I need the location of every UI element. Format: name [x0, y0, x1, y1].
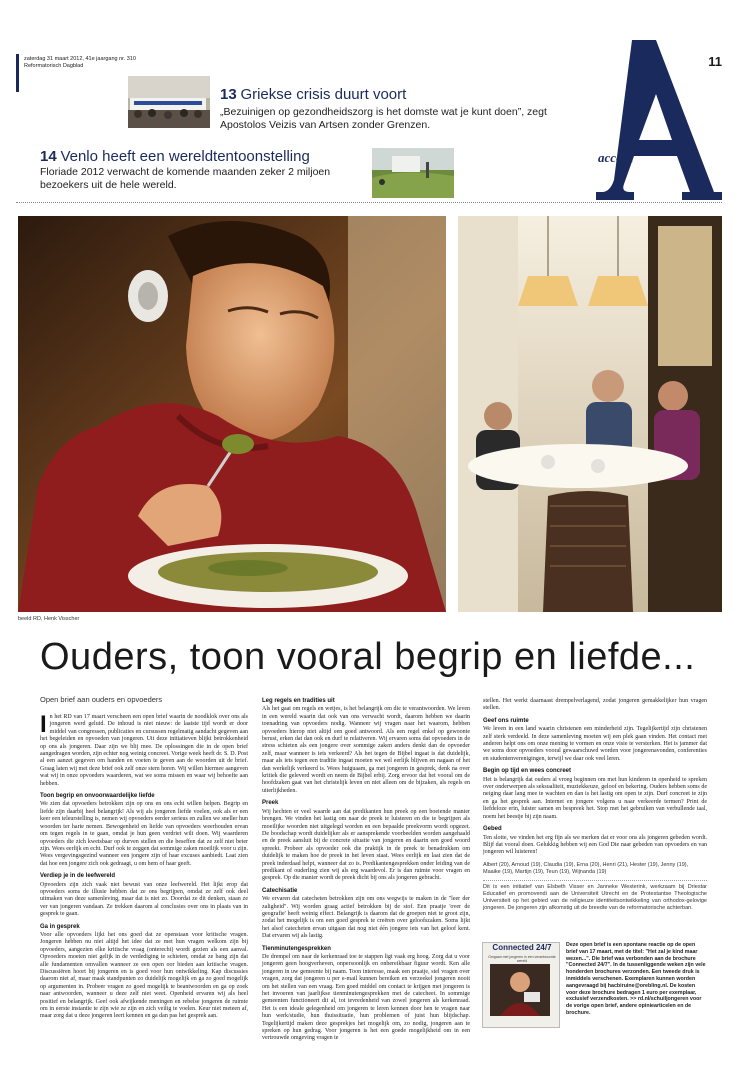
paragraph: Voor alle opvoeders lijkt het ons goed dat ze openstaan voor kritische vragen. Jongeren hebben nu niet altijd het idee dat ze met hun vragen welkom zijn bij opvoeders, aangezien elke kritische vraag (onterecht) wordt gezien als een aanval. Opvoeders moeten niet gelijk in de verdediging te schieten, omdat ze bang zijn dat alle fundamenten omvallen wanneer ze een open oor bieden aan kritische vragen. Discussiëren hoort bij jongeren en is goed voor hun ontwikkeling. Kap discussies daarom niet af, maar maak standpunten zo duidelijk mogelijk en ga zo goed mogelijk op argumenten in. Probeer vragen zo goed mogelijk te beantwoorden en ga op zoek naar antwoorden, wanneer u deze zelf niet weet. Openheid ervaren wij als heel positief en belangrijk. Geef ook afwijkende meningen en rebelse jongeren de ruimte om in eerste instantie te zijn wie ze zijn en zich veilig te voelen. Keur niet meteen af, maar zorg dat u deze jongeren leert kennen en ga dan pas het gesprek aan.	[40, 931, 248, 1020]
dateline	[24, 56, 136, 70]
masthead-bar	[16, 54, 19, 92]
teaser-photo-floriade[interactable]	[372, 148, 454, 198]
drop-cap: I	[40, 711, 47, 738]
section-heading: Catechisatie	[262, 887, 298, 894]
main-photo-dinner-table	[458, 216, 722, 612]
paragraph: stellen. Het werkt daarnaast drempelverlagend, zodat jongeren gemakkelijker hun vragen stellen.	[483, 698, 707, 712]
section-heading: Preek	[262, 800, 279, 807]
article-column-3	[483, 698, 707, 912]
paragraph: De drempel om naar de kerkenraad toe te stappen ligt vaak erg hoog. Zorg dat u voor jongeren geen hoogverheven, onpersoonlijk en onbereikbaar figuur wordt. Ken alle jongeren in uw gemeente bij naam. Toon interesse, maak een praatje, stel vragen over vragen, zorg dat jongeren u per e-mail kunnen bereiken en verzeekel jongeren nooit om het stellen van een vraag. Een goed middel om contact te krijgen met jongeren is het invoeren van jaarlijkse tienminutengesprekken met de catecheet. In sommige gemeenten functioneert dit al, tot tevredenheid van zowel jongeren als kerkenraad. Het is een ideale gelegenheid om jongeren te leren kennen door hen te vragen naar hun werk/studie, hun thuissituatie, hun problemen of juist hun blijdschap. Tegelijkertijd maken deze gesprekjes het mogelijk om, zo nodig, jongeren aan te spreken op hun gedrag. Voor jongeren is het een goede mogelijkheid om in een vertrouwde omgeving vragen te	[262, 954, 470, 1042]
teaser-summary-1: „Bezuinigen op gezondheidszorg is het domste wat je kunt doen”, zegt Apostolos Veizis van Artsen zonder Grenzen.	[220, 106, 547, 131]
section-heading: Verdiep je in de leefwereld	[40, 873, 116, 880]
brochure-subtitle: Omgaan met jongeren in een verantwoorde wereld	[488, 955, 556, 963]
teaser-page-number: 13	[220, 86, 237, 103]
section-name: accent	[598, 150, 633, 165]
teaser-summary-2: Floriade 2012 verwacht de komende maanden zeker 2 miljoen bezoekers uit de hele wereld.	[40, 166, 331, 191]
paragraph: Ten slotte, we vinden het erg fijn als we merken dat er voor ons als jongeren gebeden wordt. Blijf dat vooral doen. Gelukkig hebben wij een God Die naar gebeden van opvoeders en van jongeren wil luisteren!	[483, 834, 707, 856]
author-names: Albert (20), Arnoud (19), Claudia (19), Erna (20), Henri (21), Hester (19), Jenny (19), Maaike (19), Martijn (19), Teun (19), Wijnanda (19)	[483, 861, 689, 875]
teaser-headline-1[interactable]	[220, 86, 406, 104]
paragraph: We ervaren dat catecheten betrokken zijn om ons wegwijs te maken in de "leer der zaligheid". Wij worden graag actief betrokken bij de stof. Een praatje 'over de geografie' heeft weinig effect. Belangrijk is daarom dat de groepen niet te groot zijn, zodat het mogelijk is om een goed gesprek te creëren over geloofszaken. Soms lijkt het alsof catecheten ervan uitgaan dat nog niet één jongere iets van het geloof kent. Dat ervaren wij als lastig.	[262, 896, 470, 940]
section-heading: Begin op tijd en wees concreet	[483, 768, 572, 775]
section-heading: Tienminutengesprekken	[262, 945, 331, 952]
teaser-photo-greece[interactable]	[128, 76, 210, 128]
brochure-title: Connected 24/7	[492, 943, 552, 952]
teaser-title: Venlo heeft een wereldtentoonstelling	[60, 148, 310, 165]
section-heading: Geef ons ruimte	[483, 717, 529, 724]
paragraph: Het is belangrijk dat ouders al vroeg beginnen om met hun kinderen in openheid te spreken over onderwerpen als seksualiteit, muziekkeuze, geloof en bekering. Ouders hebben soms de neiging daar lang mee te wachten en dan is het lastig om open te zijn. Durf concreet te zijn en ga het gesprek aan. Internet en jongere volgens u naar verkeerde termen? Print de liefdeloze erin, luister samen en bespreek het. Stop met het gebruiken van verbullende taal, noem het beestje bij zijn naam.	[483, 776, 707, 820]
section-letter-logo	[594, 40, 724, 200]
main-photo-boy-eating	[18, 216, 446, 612]
page-number: 11	[708, 54, 722, 69]
dateline-paper: Reformatorisch Dagblad	[24, 63, 84, 69]
paragraph: Wij hechten er veel waarde aan dat predikanten hun preek op een boeiende manier brengen. We vinden het lastig om naar de preek te luisteren en die te begrijpen als moeilijke woorden niet uitgelegd worden en een bepaalde preekvorm wordt opgezet. De boodschap wordt duidelijker als er aansprekende voorbeelden worden aangehaald en de preek aansluit bij de concrete situatie van jongeren en daarin een goed woord spreekt. Probeer als opvoeder ook die praktijk in de preek te benadrukken om duidelijk te maken hoe de preek in het leven staat. Wees eerlijk en laat zien dat de preek inderdaad helpt, wanneer dat zo is. Predikantengesprekken onder leiding van de predikant of ouderling zien wij als erg waardevol. Er is dan ruimte voor vragen en gesprek. Op die manier wordt de preek dicht bij ons als jongeren gebracht.	[262, 808, 470, 882]
divider	[16, 202, 722, 203]
dateline-date: zaterdag 31 maart 2012, 41e jaargang nr. 310	[24, 56, 136, 62]
paragraph: Opvoeders zijn zich vaak niet bewust van onze leefwereld. Het lijkt erop dat opvoeders soms de illusie hebben dat ze ons begrijpen, omdat ze zelf ook deel uitmaken van deze samenleving, maar dat is niet zo. Doordat ze dit denken, staan ze ver van jongeren vandaan. Ze trekken daarom al conclusies over ons in plaats van in gesprek te gaan.	[40, 881, 248, 918]
article-column-2	[262, 698, 470, 1044]
brochure-photo	[490, 964, 550, 1016]
teaser-page-number: 14	[40, 148, 57, 165]
article-headline: Ouders, toon vooral begrip en liefde...	[40, 636, 696, 678]
article-column-1	[40, 711, 248, 1022]
section-heading: Toon begrip en onvoorwaardelijke liefde	[40, 793, 155, 800]
article-subhead: Open brief aan ouders en opvoeders	[40, 695, 163, 704]
section-heading: Leg regels en tradities uit	[262, 698, 335, 704]
teaser-title: Griekse crisis duurt voort	[240, 86, 407, 103]
paragraph: We leven in een land waarin christenen een minderheid zijn. Tegelijkertijd zijn christenen zelf sterk verdeeld. In deze samenleving moeten wij een plek gaan vinden. Het contact met anderen helpt ons om onze mening te vormen en onze visie te versterken. Het is jammer dat we soms door opvoeders vooral gewaarschuwd worden voor jongerenavonden, conferenties en studentenverenigingen, terwijl we daar ook veel leren.	[483, 726, 707, 762]
intro-paragraph	[40, 711, 248, 788]
photo-credit: beeld RD, Henk Visscher	[18, 616, 80, 622]
section-heading: Gebed	[483, 826, 502, 833]
paragraph: We zien dat opvoeders betrokken zijn op ons en ons echt willen helpen. Begrip en liefde zijn daarbij heel belangrijk! Als wij als jongeren liefde voelen, ook als er een keer een teleurstelling is, nemen wij opvoeders eerder serieus en zullen we sneller hun woorden ter harte nemen. Bewogenheid en liefde van opvoeders weerhouden ervan om tegen regels in te gaan, omdat je hun geen verdriet wilt doen. Wij waarderen opvoeders die zich kwetsbaar op durven stellen en die beseffen dat ze zelf niet beter zijn. Wees eerlijk en echt. Durf ook te zeggen dat sommige zaken moeilijk voor u zijn. Wees vergevingsgezind wanneer een jongere zijn of haar excuses aanbiedt. Laat zien dat hoe een jongere zich ook gedraagt, u om hem of haar geeft.	[40, 801, 248, 867]
section-heading: Ga in gesprek	[40, 923, 80, 930]
teaser-headline-2[interactable]	[40, 148, 310, 166]
author-note: Dit is een initiatief van Elsbeth Visser en Janneke Westerink, werkzaam bij Driestar Educatief en promovendi aan de Universiteit Utrecht en de Protestantse Theologische Universiteit op het gebied van de religieuze identiteitsontwikkeling van orthodox-gelovige jongeren. De jongeren zijn afkomstig uit de breedte van de reformatorische achterban.	[483, 880, 707, 912]
brochure-caption: Deze open brief is een spontane reactie op de open brief van 17 maart, met de titel: "Het zal je kind maar wezen...". Die brief was verbonden aan de brochure "Connected 24/7". In de tussenliggende weken zijn vele honderden brochures verzonden. Een tweede druk is inmiddels verschenen. Exemplaren kunnen worden aangevraagd bij hacbiruine@orebling.nl. De kosten voor deze brochure bedragen 1 euro per exemplaar, exclusief verzendkosten. >> rd.nl/schuiljongeren voor de vorige open brief, andere opiniearticelen en de brochure.	[566, 942, 706, 1016]
intro-text: n het RD van 17 maart verscheen een open brief waarin de noodklok over ons als jongeren werd geluid. De inhoud is niet nieuw: de laatste tijd wordt er door middel van congressen, publicaties en cursussen regelmatig aandacht gegeven aan het begeleiden en opvoeden van jongeren. Uit deze initiatieven blijkt betrokkenheid op ons als jongeren. Daar zijn we blij mee. De oplossingen die in de open brief aangedragen worden, zijn echter nog weinig concreet. Vorige week heeft dr. S. D. Post al een aanzet gegeven om handen en voeten te geven aan de woorden uit de brief. Graag laten wij met deze brief ook zelf onze stem horen. Wij willen hiermee aangeven wat wij in onze opvoeders waarderen, wat we soms missen en waar wij behoefte aan hebben.	[40, 714, 248, 787]
paragraph: Als het gaat om regels en wetjes, is het belangrijk om die te verantwoorden. We leven in een wereld waarin dat ook van ons verwacht wordt, daarom hebben we daarin toenadring van opvoeders nodig. Wanneer wij vragen naar het waarom, hebben opvoeders hierop niet altijd een goed antwoord. Als een regel enkel op gewoonte berust, erken dat dan ook en durf te relativeren. Wij ervaren soms dat opvoeders in de stress schieten als een jongere over sommige zaken anders denkt dan de opvoeder zelf, maar wanneer is iets verkeerd? Als het tegen de Bijbel ingaat is dat duidelijk, maar als iets tegen een traditie ingaat moeten we wel eerlijk blijven en nagaan of het dan werkelijk verkeerd is. Wees huiguaam, ga met jongeren in gesprek, denk na over kritiek die geleverd wordt en neem de Bijbel erbij. Zorg ervoor dat het vooral om de hoofdzaken gaat van het christelijk leven en niet alleen om de bijzaken, als regels en uiterlijkheden.	[262, 706, 470, 794]
